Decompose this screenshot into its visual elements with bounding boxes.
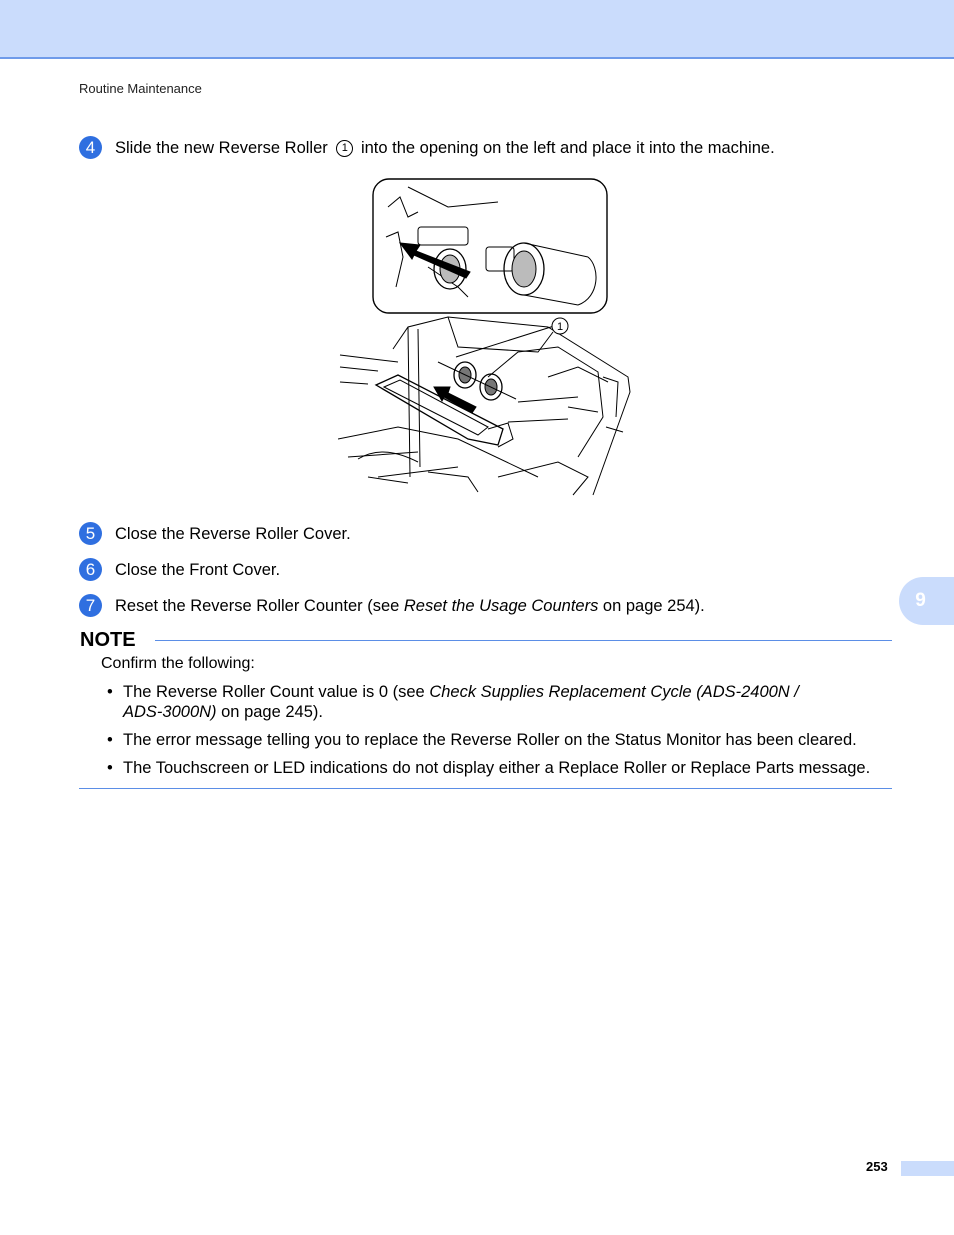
step-5 [79,522,351,545]
inset-detail-panel [373,179,607,313]
step-number: 5 [79,522,102,545]
list-item [107,682,907,722]
item-text: The error message telling you to replace the Reverse Roller on the Status Monitor has been cleared. [123,731,857,749]
step-4 [79,136,775,159]
note-list [107,682,907,786]
reverse-roller-illustration [338,177,636,497]
list-item [107,730,907,750]
step-text-end: on page 254). [598,596,705,615]
bullet-icon: • [107,683,113,701]
item-text-end: on page 245). [216,703,323,721]
step-text [115,138,775,158]
step-text: Close the Reverse Roller Cover. [115,524,351,543]
running-header: Routine Maintenance [79,81,202,96]
footer-tab [901,1161,954,1176]
step-number: 6 [79,558,102,581]
header-band [0,0,954,59]
cross-reference-link-continued[interactable]: ADS-3000N) [123,703,217,721]
note-bottom-rule [79,788,892,789]
item-text-start: The Reverse Roller Count value is 0 (see [123,683,430,701]
step-7 [79,594,705,617]
list-item [107,758,907,778]
bullet-icon: • [107,759,113,777]
page-number: 253 [866,1159,888,1174]
step-6 [79,558,280,581]
step-text: Close the Front Cover. [115,560,281,579]
cross-reference-link[interactable]: Check Supplies Replacement Cycle (ADS-2400N / [429,683,799,701]
cross-reference-link[interactable]: Reset the Usage Counters [403,596,599,615]
callout-label: 1 [556,321,564,333]
note-top-rule [155,640,892,641]
step-text [115,596,705,616]
note-intro: Confirm the following: [101,655,255,672]
item-text: The Touchscreen or LED indications do not display either a Replace Roller or Replace Parts message. [123,759,871,777]
callout-marker: 1 [336,140,353,157]
chapter-tab: 9 [899,577,954,625]
bullet-icon: • [107,731,113,749]
scanner-body-drawing [338,317,630,495]
step-text-end: into the opening on the left and place it into the machine. [356,138,775,157]
step-number: 4 [79,136,102,159]
step-text-start: Slide the new Reverse Roller [115,138,333,157]
step-text-start: Reset the Reverse Roller Counter (see [115,596,404,615]
note-title: NOTE [80,629,136,651]
step-number: 7 [79,594,102,617]
callout-leader [456,326,554,357]
